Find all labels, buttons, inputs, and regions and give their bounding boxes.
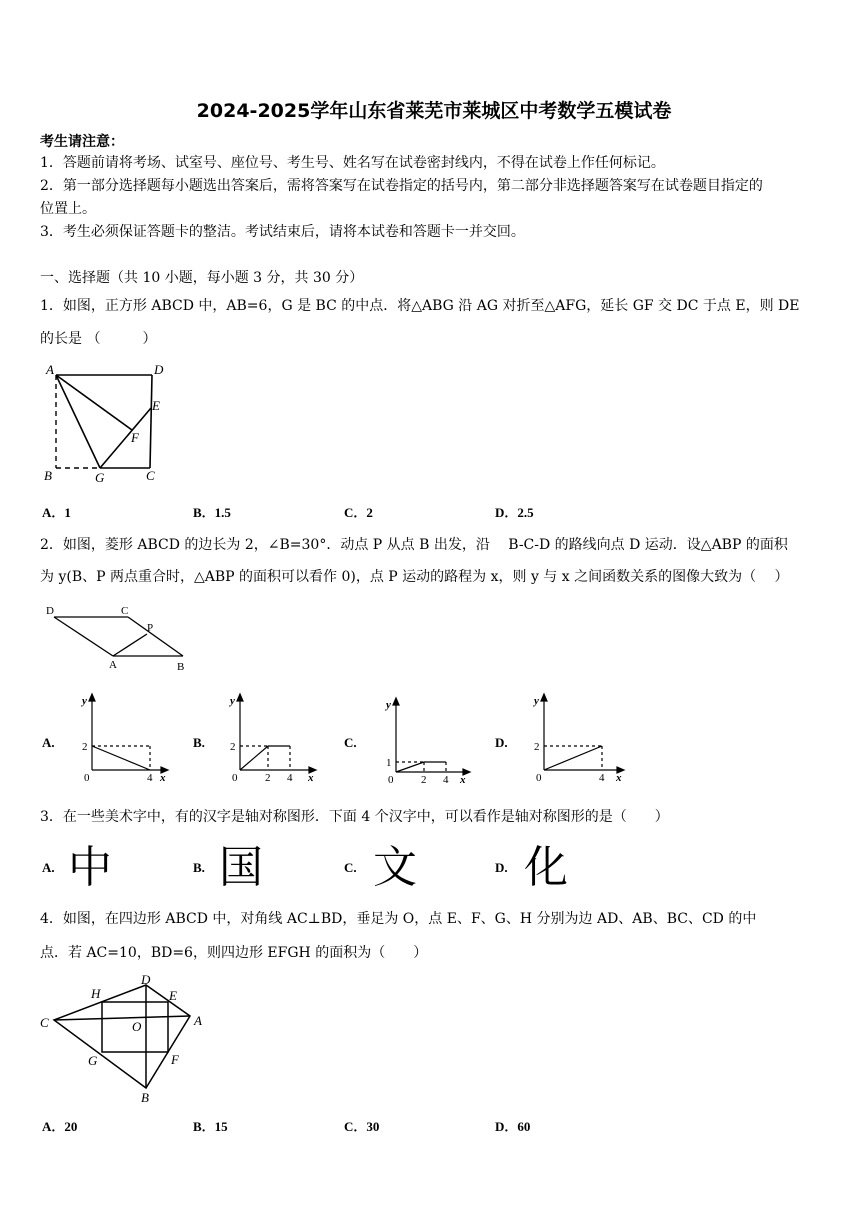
origin-label: 0: [388, 774, 394, 786]
notice-item: 3．考生必须保证答题卡的整洁。考试结束后，请将本试卷和答题卡一并交回。: [40, 224, 525, 240]
label-c: C: [121, 605, 129, 617]
option-d[interactable]: D.: [495, 735, 508, 750]
axis-x-label: x: [460, 774, 466, 786]
label-a: A: [46, 362, 54, 377]
label-f: F: [131, 430, 139, 445]
option-c[interactable]: C.: [344, 860, 357, 875]
option-a[interactable]: A.: [42, 735, 55, 750]
label-h: H: [91, 986, 101, 1001]
label-a: A: [194, 1013, 202, 1028]
section-heading: 一、选择题（共 10 小题，每小题 3 分，共 30 分）: [40, 270, 364, 286]
label-o: O: [132, 1019, 142, 1034]
origin-label: 0: [232, 772, 238, 784]
tick-label: 2: [265, 772, 271, 784]
graph-option-c: [380, 690, 480, 788]
option-b[interactable]: B．15: [193, 1119, 228, 1134]
question-4-text: 4．如图，在四边形 ABCD 中，对角线 AC⊥BD，垂足为 O，点 E、F、G、H 分别为边 AD、AB、BC、CD 的中: [40, 911, 757, 927]
label-b: B: [141, 1090, 149, 1105]
graph-option-d: [528, 690, 632, 788]
label-g: G: [88, 1053, 98, 1068]
square-figure: [40, 358, 180, 488]
tick-label: 2: [230, 741, 236, 753]
axis-y-label: y: [386, 699, 391, 711]
notice-item: 位置上。: [40, 201, 96, 217]
option-b[interactable]: B.: [193, 860, 205, 875]
tick-label: 2: [82, 741, 88, 753]
question-2-text: 2．如图，菱形 ABCD 的边长为 2，∠B=30°．动点 P 从点 B 出发，沿 B-C-D 的路线向点 D 运动．设△ABP 的面积: [40, 537, 788, 553]
label-b: B: [44, 468, 52, 483]
tick-label: 1: [386, 757, 392, 769]
character-zhong: 中: [68, 842, 112, 893]
label-c: C: [146, 468, 155, 483]
option-c[interactable]: C．30: [344, 1119, 380, 1134]
page-title: 2024-2025学年山东省莱芜市莱城区中考数学五模试卷: [196, 100, 672, 122]
label-d: D: [141, 972, 151, 987]
tick-label: 4: [443, 774, 449, 786]
question-1-text: 的长是 （ ）: [40, 331, 157, 347]
label-c: C: [40, 1015, 49, 1030]
axis-y-label: y: [534, 695, 539, 707]
origin-label: 0: [84, 772, 90, 784]
quadrilateral-figure: [36, 970, 216, 1106]
option-c[interactable]: C.: [344, 735, 357, 750]
question-4-text: 点．若 AC=10，BD=6，则四边形 EFGH 的面积为（ ）: [40, 945, 428, 961]
option-b[interactable]: B.: [193, 735, 205, 750]
graph-option-b: [224, 690, 324, 788]
option-a[interactable]: A．20: [42, 1119, 78, 1134]
notice-item: 1．答题前请将考场、试室号、座位号、考生号、姓名写在试卷密封线内，不得在试卷上作任何标记。: [40, 155, 665, 171]
notice-item: 2．第一部分选择题每小题选出答案后，需将答案写在试卷指定的括号内，第二部分非选择题答案写在试卷题目指定的: [40, 178, 763, 194]
label-b: B: [177, 661, 185, 673]
option-d[interactable]: D．2.5: [495, 505, 534, 520]
axis-y-label: y: [230, 695, 235, 707]
label-d: D: [46, 605, 54, 617]
label-g: G: [95, 470, 105, 485]
tick-label: 4: [599, 772, 605, 784]
option-a[interactable]: A．1: [42, 505, 71, 520]
question-1-text: 1．如图，正方形 ABCD 中，AB=6，G 是 BC 的中点．将△ABG 沿 AG 对折至△AFG，延长 GF 交 DC 于点 E，则 DE: [40, 298, 800, 314]
tick-label: 2: [421, 774, 427, 786]
question-3-text: 3．在一些美术字中，有的汉字是轴对称图形．下面 4 个汉字中，可以看作是轴对称图形的是（ ）: [40, 809, 669, 825]
label-d: D: [154, 362, 164, 377]
tick-label: 4: [287, 772, 293, 784]
notice-heading: 考生请注意：: [40, 134, 124, 150]
axis-x-label: x: [160, 772, 166, 784]
axis-x-label: x: [616, 772, 622, 784]
label-a: A: [109, 659, 117, 671]
option-b[interactable]: B．1.5: [193, 505, 231, 520]
option-d[interactable]: D.: [495, 860, 508, 875]
question-2-text: 为 y(B、P 两点重合时，△ABP 的面积可以看作 0)，点 P 运动的路程为 x，则 y 与 x 之间函数关系的图像大致为（ ）: [40, 569, 789, 585]
character-wen: 文: [373, 842, 417, 893]
option-a[interactable]: A.: [42, 860, 55, 875]
character-guo: 国: [219, 842, 263, 893]
option-d[interactable]: D．60: [495, 1119, 531, 1134]
label-f: F: [171, 1052, 179, 1067]
graph-option-a: [76, 690, 176, 788]
axis-y-label: y: [82, 695, 87, 707]
option-c[interactable]: C．2: [344, 505, 373, 520]
tick-label: 2: [534, 741, 540, 753]
character-hua: 化: [524, 842, 568, 893]
label-p: P: [147, 622, 154, 634]
origin-label: 0: [536, 772, 542, 784]
rhombus-figure: [40, 602, 200, 674]
label-e: E: [152, 398, 160, 413]
tick-label: 4: [147, 772, 153, 784]
label-e: E: [169, 988, 177, 1003]
axis-x-label: x: [308, 772, 314, 784]
